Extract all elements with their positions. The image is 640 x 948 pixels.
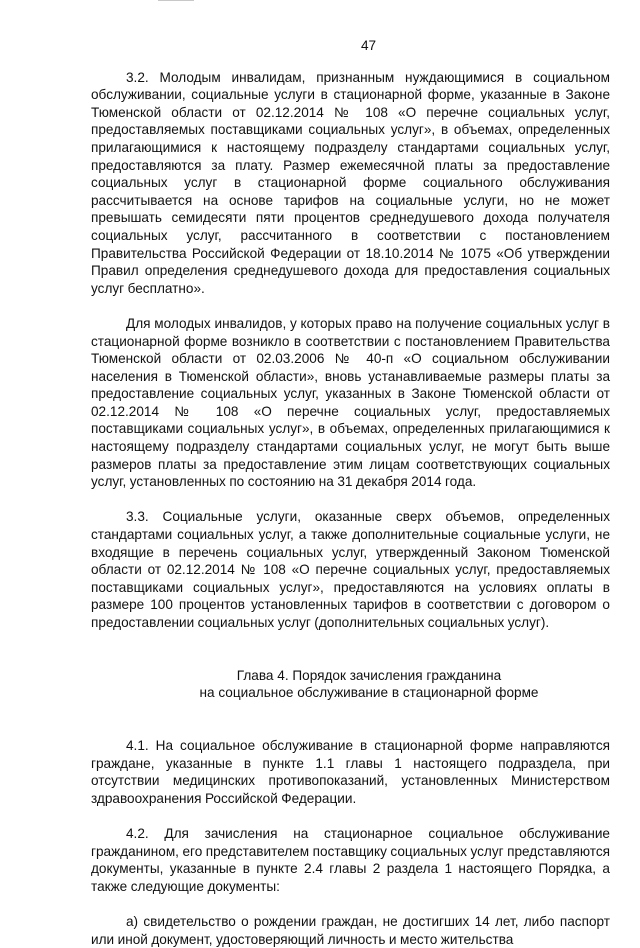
paragraph: 4.2. Для зачисления на стационарное социальное обслуживание гражданином, его представителем поставщику социальных услуг представляются документы, указанные в пункте 2.4 главы 2 раздела 1 настоящего Порядка, а также следующие документы: xyxy=(91,826,610,894)
paragraph-gap xyxy=(91,491,610,509)
paragraph-gap xyxy=(91,896,610,914)
paragraph: Для молодых инвалидов, у которых право на получение социальных услуг в стационарной форме возникло в соответствии с постановлением Правительства Тюменской области от 02.03.2006 № 40-п «О социальном обслуживании населения в Тюменской области», вновь устанавливаемые размеры платы за предоставление социальных услуг, указанных в Законе Тюменской области от 02.12.2014 № 108 «О перечне социальных услуг, предоставляемых поставщиками социальных услуг», в объемах, определенных прилагающимися к настоящему подразделу стандартами социальных услуг, не могут быть выше размеров платы за предоставление этим лицам соответствующих социальных услуг, установленных по состоянию на 31 декабря 2014 года. xyxy=(91,315,610,490)
chapter-heading-line: Глава 4. Порядок зачисления гражданина xyxy=(236,667,502,683)
chapter-heading-line: на социальное обслуживание в стационарной форме xyxy=(199,685,539,701)
paragraph-gap xyxy=(91,702,610,720)
paragraph-gap xyxy=(91,720,610,738)
paragraph-gap xyxy=(91,808,610,826)
paragraph-gap xyxy=(91,632,610,650)
paragraph-gap xyxy=(91,649,610,667)
document-body xyxy=(91,69,610,948)
document-page xyxy=(91,37,610,948)
paragraph-gap xyxy=(91,297,610,315)
paragraph: 3.3. Социальные услуги, оказанные сверх объемов, определенных стандартами социальных услуг, а также дополнительные социальные услуги, не входящие в перечень социальных услуг, утвержденный Законом Тюменской области от 02.12.2014 № 108 «О перечне социальных услуг, предоставляемых поставщиками социальных услуг», предоставляются на условиях оплаты в размере 100 процентов установленных тарифов в соответствии с договором о предоставлении социальных услуг (дополнительных социальных услуг). xyxy=(91,509,610,630)
scan-artifact xyxy=(158,0,194,1)
page-number: 47 xyxy=(360,38,377,53)
paragraph: 4.1. На социальное обслуживание в стационарной форме направляются граждане, указанные в пункте 1.1 главы 1 настоящего подраздела, при отсутствии медицинских противопоказаний, установленных Министерством здравоохранения Российской Федерации. xyxy=(91,738,610,806)
paragraph: а) свидетельство о рождении граждан, не достигших 14 лет, либо паспорт или иной документ, удостоверяющий личность и место жительства xyxy=(91,914,610,947)
paragraph: 3.2. Молодым инвалидам, признанным нуждающимися в социальном обслуживании, социальные услуги в стационарной форме, указанные в Законе Тюменской области от 02.12.2014 № 108 «О перечне социальных услуг, предоставляемых поставщиками социальных услуг», в объемах, определенных прилагающимися к настоящему подразделу стандартами социальных услуг, предоставляются за плату. Размер ежемесячной платы за предоставление социальных услуг в стационарной форме социального обслуживания рассчитывается на основе тарифов на социальные услуги, но не может превышать семидесяти пяти процентов среднедушевого дохода получателя социальных услуг, рассчитанного в соответствии с постановлением Правительства Российской Федерации от 18.10.2014 № 1075 «Об утверждении Правил определения среднедушевого дохода для предоставления социальных услуг бесплатно». xyxy=(91,69,610,296)
